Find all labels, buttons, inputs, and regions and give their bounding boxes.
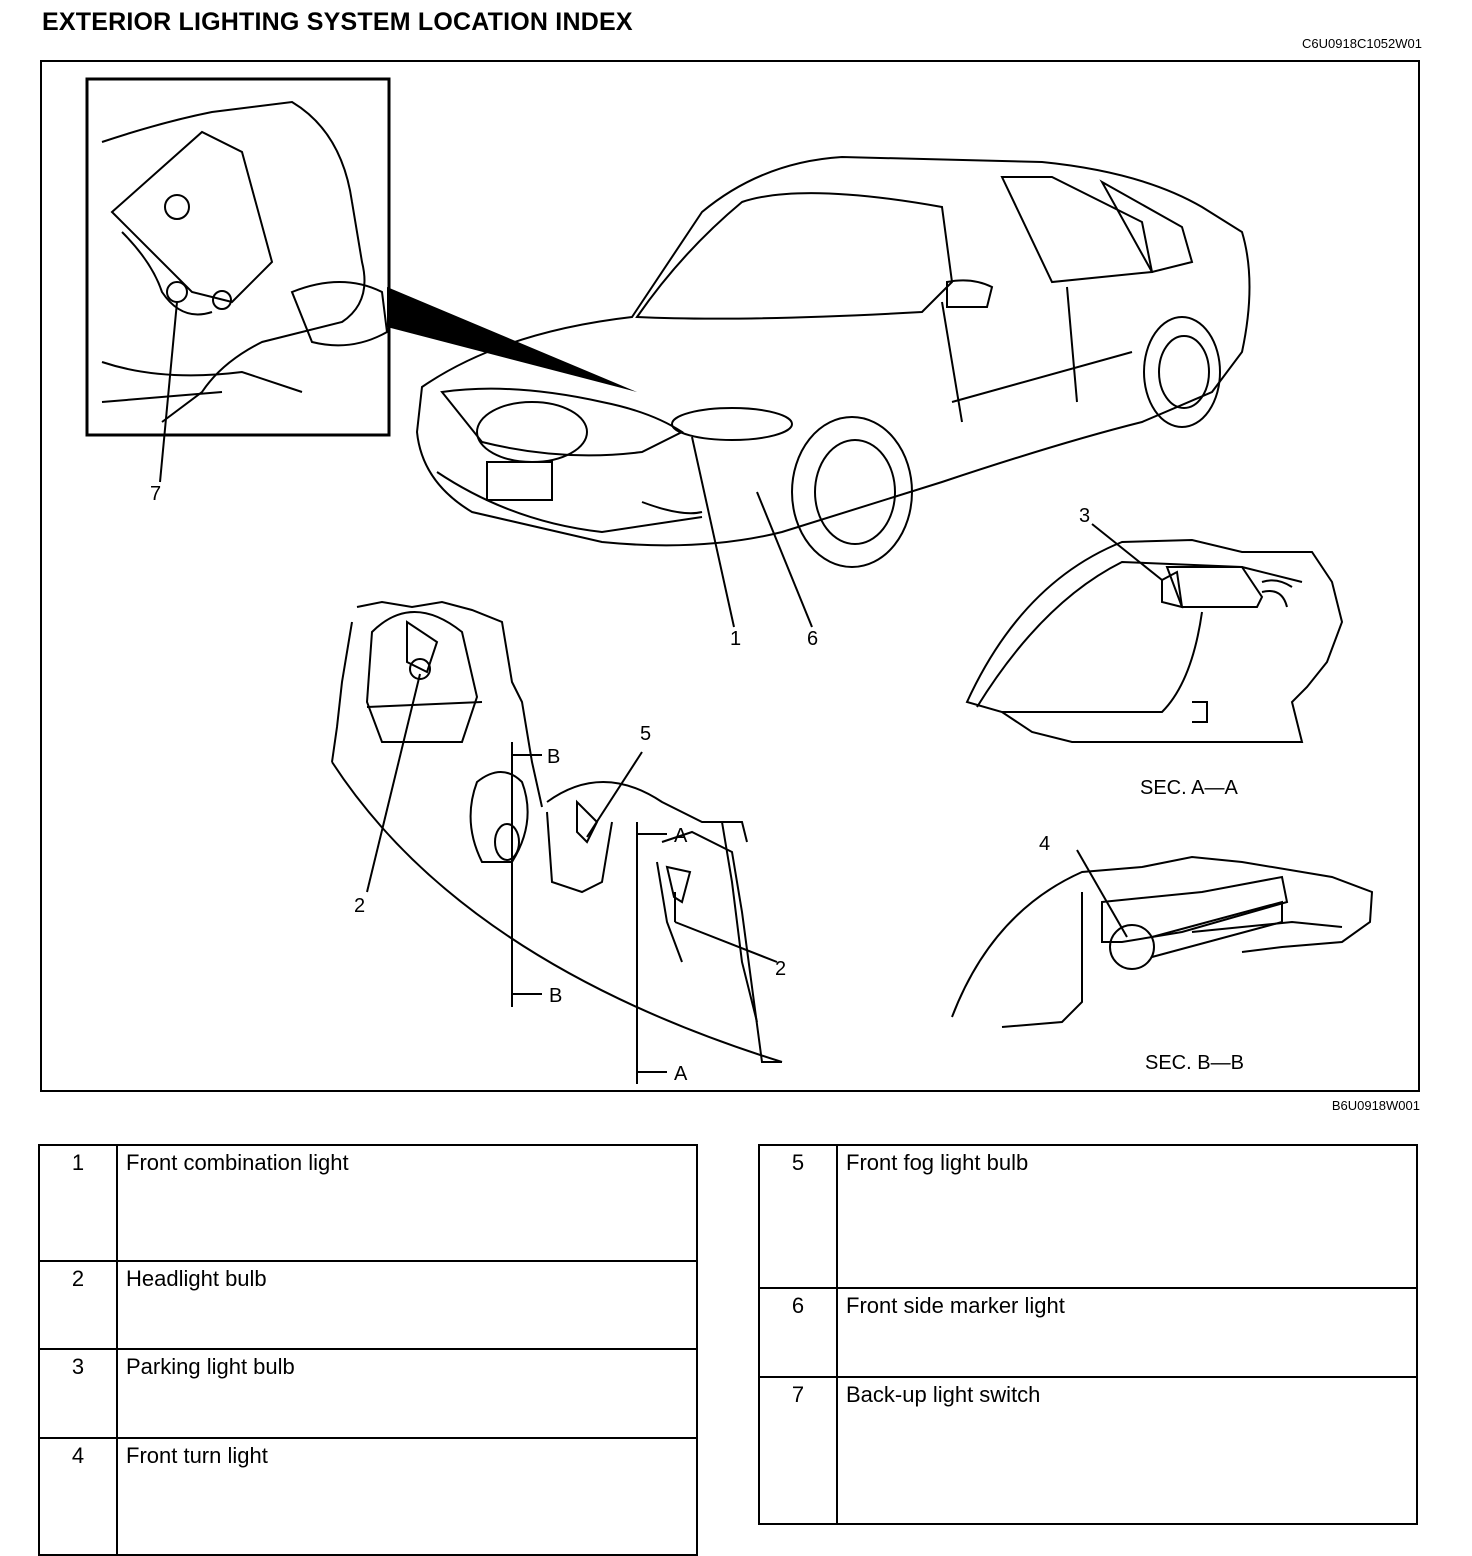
legend-number: 2 xyxy=(39,1261,117,1349)
section-aa-drawing xyxy=(967,540,1342,742)
legend-label: Parking light bulb xyxy=(117,1349,697,1438)
legend-label: Headlight bulb xyxy=(117,1261,697,1349)
illustration-frame xyxy=(40,60,1420,1092)
legend-table-right xyxy=(758,1144,1418,1525)
inset-leader xyxy=(387,287,637,392)
legend-number: 1 xyxy=(39,1145,117,1261)
section-bb-drawing xyxy=(952,857,1372,1027)
section-mark-a-top: A xyxy=(674,825,688,847)
section-aa-label: SEC. A—A xyxy=(1140,777,1238,799)
lighting-diagram xyxy=(42,62,1422,1094)
legend-row xyxy=(759,1377,1417,1524)
callout-5: 5 xyxy=(640,723,652,745)
headlamp-leaders xyxy=(367,674,777,962)
legend-table-left xyxy=(38,1144,698,1556)
legend-number: 4 xyxy=(39,1438,117,1555)
legend-row xyxy=(39,1349,697,1438)
car-leaders xyxy=(692,437,812,627)
legend-label: Front turn light xyxy=(117,1438,697,1555)
legend-number: 3 xyxy=(39,1349,117,1438)
legend-row xyxy=(39,1261,697,1349)
page-title: EXTERIOR LIGHTING SYSTEM LOCATION INDEX xyxy=(42,8,633,36)
legend-number: 7 xyxy=(759,1377,837,1524)
callout-6: 6 xyxy=(807,628,819,650)
legend-label: Back-up light switch xyxy=(837,1377,1417,1524)
callout-7: 7 xyxy=(150,483,162,505)
section-mark-a-bottom: A xyxy=(674,1063,688,1085)
section-bb-label: SEC. B—B xyxy=(1145,1052,1244,1074)
legend-row xyxy=(39,1145,697,1261)
legend-label: Front fog light bulb xyxy=(837,1145,1417,1288)
callout-2-right: 2 xyxy=(775,958,787,980)
section-cut-lines xyxy=(512,742,667,1084)
callout-4: 4 xyxy=(1039,833,1051,855)
callout-3: 3 xyxy=(1079,505,1091,527)
legend-number: 6 xyxy=(759,1288,837,1377)
legend-label: Front combination light xyxy=(117,1145,697,1261)
leader-3 xyxy=(1092,524,1162,580)
legend-row xyxy=(759,1288,1417,1377)
section-mark-b-top: B xyxy=(547,746,561,768)
document-code: C6U0918C1052W01 xyxy=(1302,36,1422,51)
legend-number: 5 xyxy=(759,1145,837,1288)
legend-label: Front side marker light xyxy=(837,1288,1417,1377)
legend-row xyxy=(39,1438,697,1555)
inset-backup-switch xyxy=(87,79,389,482)
callout-2-left: 2 xyxy=(354,895,366,917)
callout-1: 1 xyxy=(730,628,742,650)
section-mark-b-bottom: B xyxy=(549,985,563,1007)
legend-row xyxy=(759,1145,1417,1288)
figure-code: B6U0918W001 xyxy=(1331,1098,1420,1113)
